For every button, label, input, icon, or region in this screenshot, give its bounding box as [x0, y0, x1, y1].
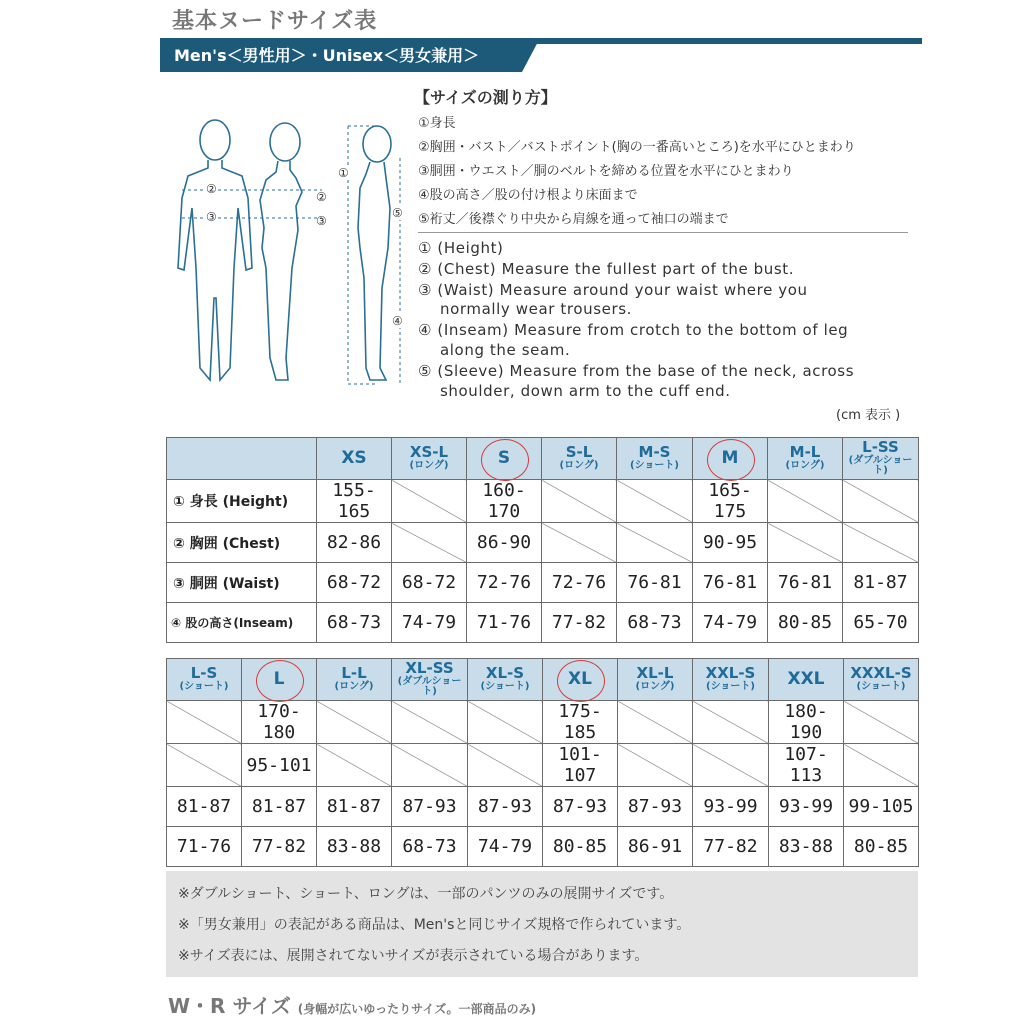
- size-header-s-l: S-L (ロング): [542, 438, 617, 480]
- table-cell: 170-180: [242, 701, 317, 744]
- size-header-m-s: M-S (ショート): [617, 438, 693, 480]
- size-m-highlight-circle: M: [693, 450, 767, 468]
- size-table-2: [166, 658, 919, 867]
- empty-cell: [392, 701, 468, 744]
- table-cell: 155-165: [317, 480, 392, 523]
- wr-size-title: W・R サイズ: [168, 994, 291, 1018]
- empty-cell: [392, 744, 468, 787]
- empty-cell: [843, 480, 919, 523]
- empty-cell: [768, 480, 843, 523]
- note-line: ※サイズ表には、展開されてないサイズが表示されている場合があります。: [178, 948, 649, 964]
- table-cell: 180-190: [769, 701, 844, 744]
- size-xl-highlight-circle: XL: [543, 671, 617, 689]
- table-cell: 74-79: [468, 827, 543, 867]
- empty-cell: [618, 701, 693, 744]
- female-side-figure-icon: [260, 123, 302, 380]
- size-l-highlight-circle: L: [242, 671, 316, 689]
- size-header-xs-l: XS-L (ロング): [392, 438, 467, 480]
- table-cell: 76-81: [617, 563, 693, 603]
- size-header-m-l: M-L (ロング): [768, 438, 843, 480]
- table-cell: 77-82: [242, 827, 317, 867]
- page-title: 基本ヌードサイズ表: [172, 9, 378, 34]
- table-cell: 76-81: [768, 563, 843, 603]
- note-line: ※ダブルショート、ショート、ロングは、一部のパンツのみの展開サイズです。: [178, 886, 674, 902]
- table-cell: 81-87: [242, 787, 317, 827]
- size-header-l-ss: L-SS (ダブルショート): [843, 438, 919, 480]
- size-header-l-l: L-L (ロング): [317, 659, 392, 701]
- row-label-inseam: ④ 股の高さ(Inseam): [167, 603, 317, 643]
- en-measure-sleeve: ⑤ (Sleeve) Measure from the base of the neck, across: [418, 362, 855, 380]
- table2-row-inseam: [167, 827, 919, 867]
- en-measure-waist: ③ (Waist) Measure around your waist where you: [418, 281, 808, 299]
- table-cell: 87-93: [392, 787, 468, 827]
- table1-header-row: [167, 438, 919, 480]
- table-cell: 81-87: [317, 787, 392, 827]
- empty-cell: [844, 744, 919, 787]
- jp-measure-sleeve: ⑤裄丈／後襟ぐり中央から肩線を通って袖口の端まで: [418, 212, 729, 227]
- table1-row-waist: [167, 563, 919, 603]
- table-cell: 68-72: [317, 563, 392, 603]
- size-header-xl-ss: XL-SS (ダブルショート): [392, 659, 468, 701]
- marker-2-front: ②: [206, 182, 217, 196]
- table2-header-row: [167, 659, 919, 701]
- marker-5: ⑤: [392, 206, 403, 220]
- empty-cell: [844, 701, 919, 744]
- table-cell: 83-88: [769, 827, 844, 867]
- table-cell: 68-72: [392, 563, 467, 603]
- marker-3-front: ③: [206, 210, 217, 224]
- empty-cell: [693, 701, 769, 744]
- en-measure-height: ① (Height): [418, 239, 504, 257]
- empty-cell: [843, 523, 919, 563]
- table-cell: 74-79: [392, 603, 467, 643]
- table1-row-inseam: [167, 603, 919, 643]
- row-label-waist: ③ 胴囲 (Waist): [167, 563, 317, 603]
- table2-row-height: [167, 701, 919, 744]
- row-label-chest: ② 胸囲 (Chest): [167, 523, 317, 563]
- table-cell: 90-95: [693, 523, 768, 563]
- body-figures-illustration: [170, 118, 410, 398]
- table-cell: 80-85: [543, 827, 618, 867]
- row-label-height: ① 身長 (Height): [167, 480, 317, 523]
- table-cell: 71-76: [467, 603, 542, 643]
- en-measure-sleeve-cont: shoulder, down arm to the cuff end.: [440, 382, 731, 400]
- divider: [418, 232, 908, 233]
- size-header-l-s: L-S (ショート): [167, 659, 242, 701]
- table-cell: 72-76: [542, 563, 617, 603]
- en-measure-chest: ② (Chest) Measure the fullest part of the bust.: [418, 260, 795, 278]
- section-banner: [160, 38, 922, 72]
- table-cell: 86-90: [467, 523, 542, 563]
- empty-cell: [618, 744, 693, 787]
- table-cell: 68-73: [392, 827, 468, 867]
- empty-cell: [542, 480, 617, 523]
- size-header-xl-l: XL-L (ロング): [618, 659, 693, 701]
- table-cell: 77-82: [693, 827, 769, 867]
- size-header-s: [467, 438, 542, 480]
- en-measure-inseam: ④ (Inseam) Measure from crotch to the bottom of leg: [418, 321, 849, 339]
- table-cell: 80-85: [844, 827, 919, 867]
- size-header-xxl-s: XXL-S (ショート): [693, 659, 769, 701]
- empty-cell: [768, 523, 843, 563]
- table-cell: 107-113: [769, 744, 844, 787]
- table1-corner: [167, 438, 317, 480]
- table2-row-chest: [167, 744, 919, 787]
- table-cell: 95-101: [242, 744, 317, 787]
- table-cell: 101-107: [543, 744, 618, 787]
- table2-row-waist: [167, 787, 919, 827]
- marker-3-side: ③: [316, 214, 327, 228]
- jp-measure-height: ①身長: [418, 116, 456, 131]
- table-cell: 87-93: [468, 787, 543, 827]
- empty-cell: [617, 523, 693, 563]
- table-cell: 72-76: [467, 563, 542, 603]
- empty-cell: [392, 480, 467, 523]
- table-cell: 81-87: [843, 563, 919, 603]
- table-cell: 86-91: [618, 827, 693, 867]
- en-measure-inseam-cont: along the seam.: [440, 341, 571, 359]
- empty-cell: [468, 701, 543, 744]
- empty-cell: [167, 701, 242, 744]
- empty-cell: [392, 523, 467, 563]
- table1-row-chest: [167, 523, 919, 563]
- table-cell: 74-79: [693, 603, 768, 643]
- table-cell: 87-93: [618, 787, 693, 827]
- table-cell: 160-170: [467, 480, 542, 523]
- table-cell: 71-76: [167, 827, 242, 867]
- table-cell: 81-87: [167, 787, 242, 827]
- empty-cell: [542, 523, 617, 563]
- table-cell: 99-105: [844, 787, 919, 827]
- table-cell: 68-73: [617, 603, 693, 643]
- size-header-xxxl-s: XXXL-S (ショート): [844, 659, 919, 701]
- note-line: ※「男女兼用」の表記がある商品は、Men'sと同じサイズ規格で作られています。: [178, 917, 691, 933]
- size-header-l: [242, 659, 317, 701]
- banner-text: Men's＜男性用＞・Unisex＜男女兼用＞: [174, 46, 480, 65]
- size-header-xl-s: XL-S (ショート): [468, 659, 543, 701]
- wr-size-heading: [168, 990, 536, 1019]
- table-cell: 82-86: [317, 523, 392, 563]
- empty-cell: [468, 744, 543, 787]
- size-header-xs: XS: [317, 438, 392, 480]
- jp-measure-waist: ③胴囲・ウエスト／胴のベルトを締める位置を水平にひとまわり: [418, 164, 794, 179]
- table-cell: 76-81: [693, 563, 768, 603]
- measure-heading: 【サイズの測り方】: [414, 88, 557, 107]
- table-cell: 93-99: [769, 787, 844, 827]
- table-cell: 87-93: [543, 787, 618, 827]
- table-cell: 68-73: [317, 603, 392, 643]
- marker-1: ①: [338, 166, 349, 180]
- empty-cell: [693, 744, 769, 787]
- front-figure-icon: [178, 120, 252, 380]
- size-header-xl: [543, 659, 618, 701]
- unit-note: (cm 表示 ): [836, 408, 901, 423]
- table-cell: 83-88: [317, 827, 392, 867]
- wr-size-subtitle: (身幅が広いゆったりサイズ。一部商品のみ): [297, 1002, 537, 1016]
- table-cell: 77-82: [542, 603, 617, 643]
- table1-row-height: [167, 480, 919, 523]
- table-cell: 93-99: [693, 787, 769, 827]
- jp-measure-chest: ②胸囲・バスト／バストポイント(胸の一番高いところ)を水平にひとまわり: [418, 140, 856, 155]
- marker-2-side: ②: [316, 190, 327, 204]
- jp-measure-inseam: ④股の高さ／股の付け根より床面まで: [418, 188, 638, 203]
- size-s-highlight-circle: S: [467, 450, 541, 468]
- table-cell: 165-175: [693, 480, 768, 523]
- size-header-xxl: XXL: [769, 659, 844, 701]
- table-cell: 80-85: [768, 603, 843, 643]
- en-measure-waist-cont: normally wear trousers.: [440, 300, 632, 318]
- empty-cell: [317, 701, 392, 744]
- marker-4: ④: [392, 314, 403, 328]
- empty-cell: [617, 480, 693, 523]
- size-table-1: [166, 437, 919, 643]
- male-side-figure-icon: [358, 126, 391, 380]
- empty-cell: [167, 744, 242, 787]
- table-cell: 65-70: [843, 603, 919, 643]
- size-header-m: [693, 438, 768, 480]
- table-cell: 175-185: [543, 701, 618, 744]
- empty-cell: [317, 744, 392, 787]
